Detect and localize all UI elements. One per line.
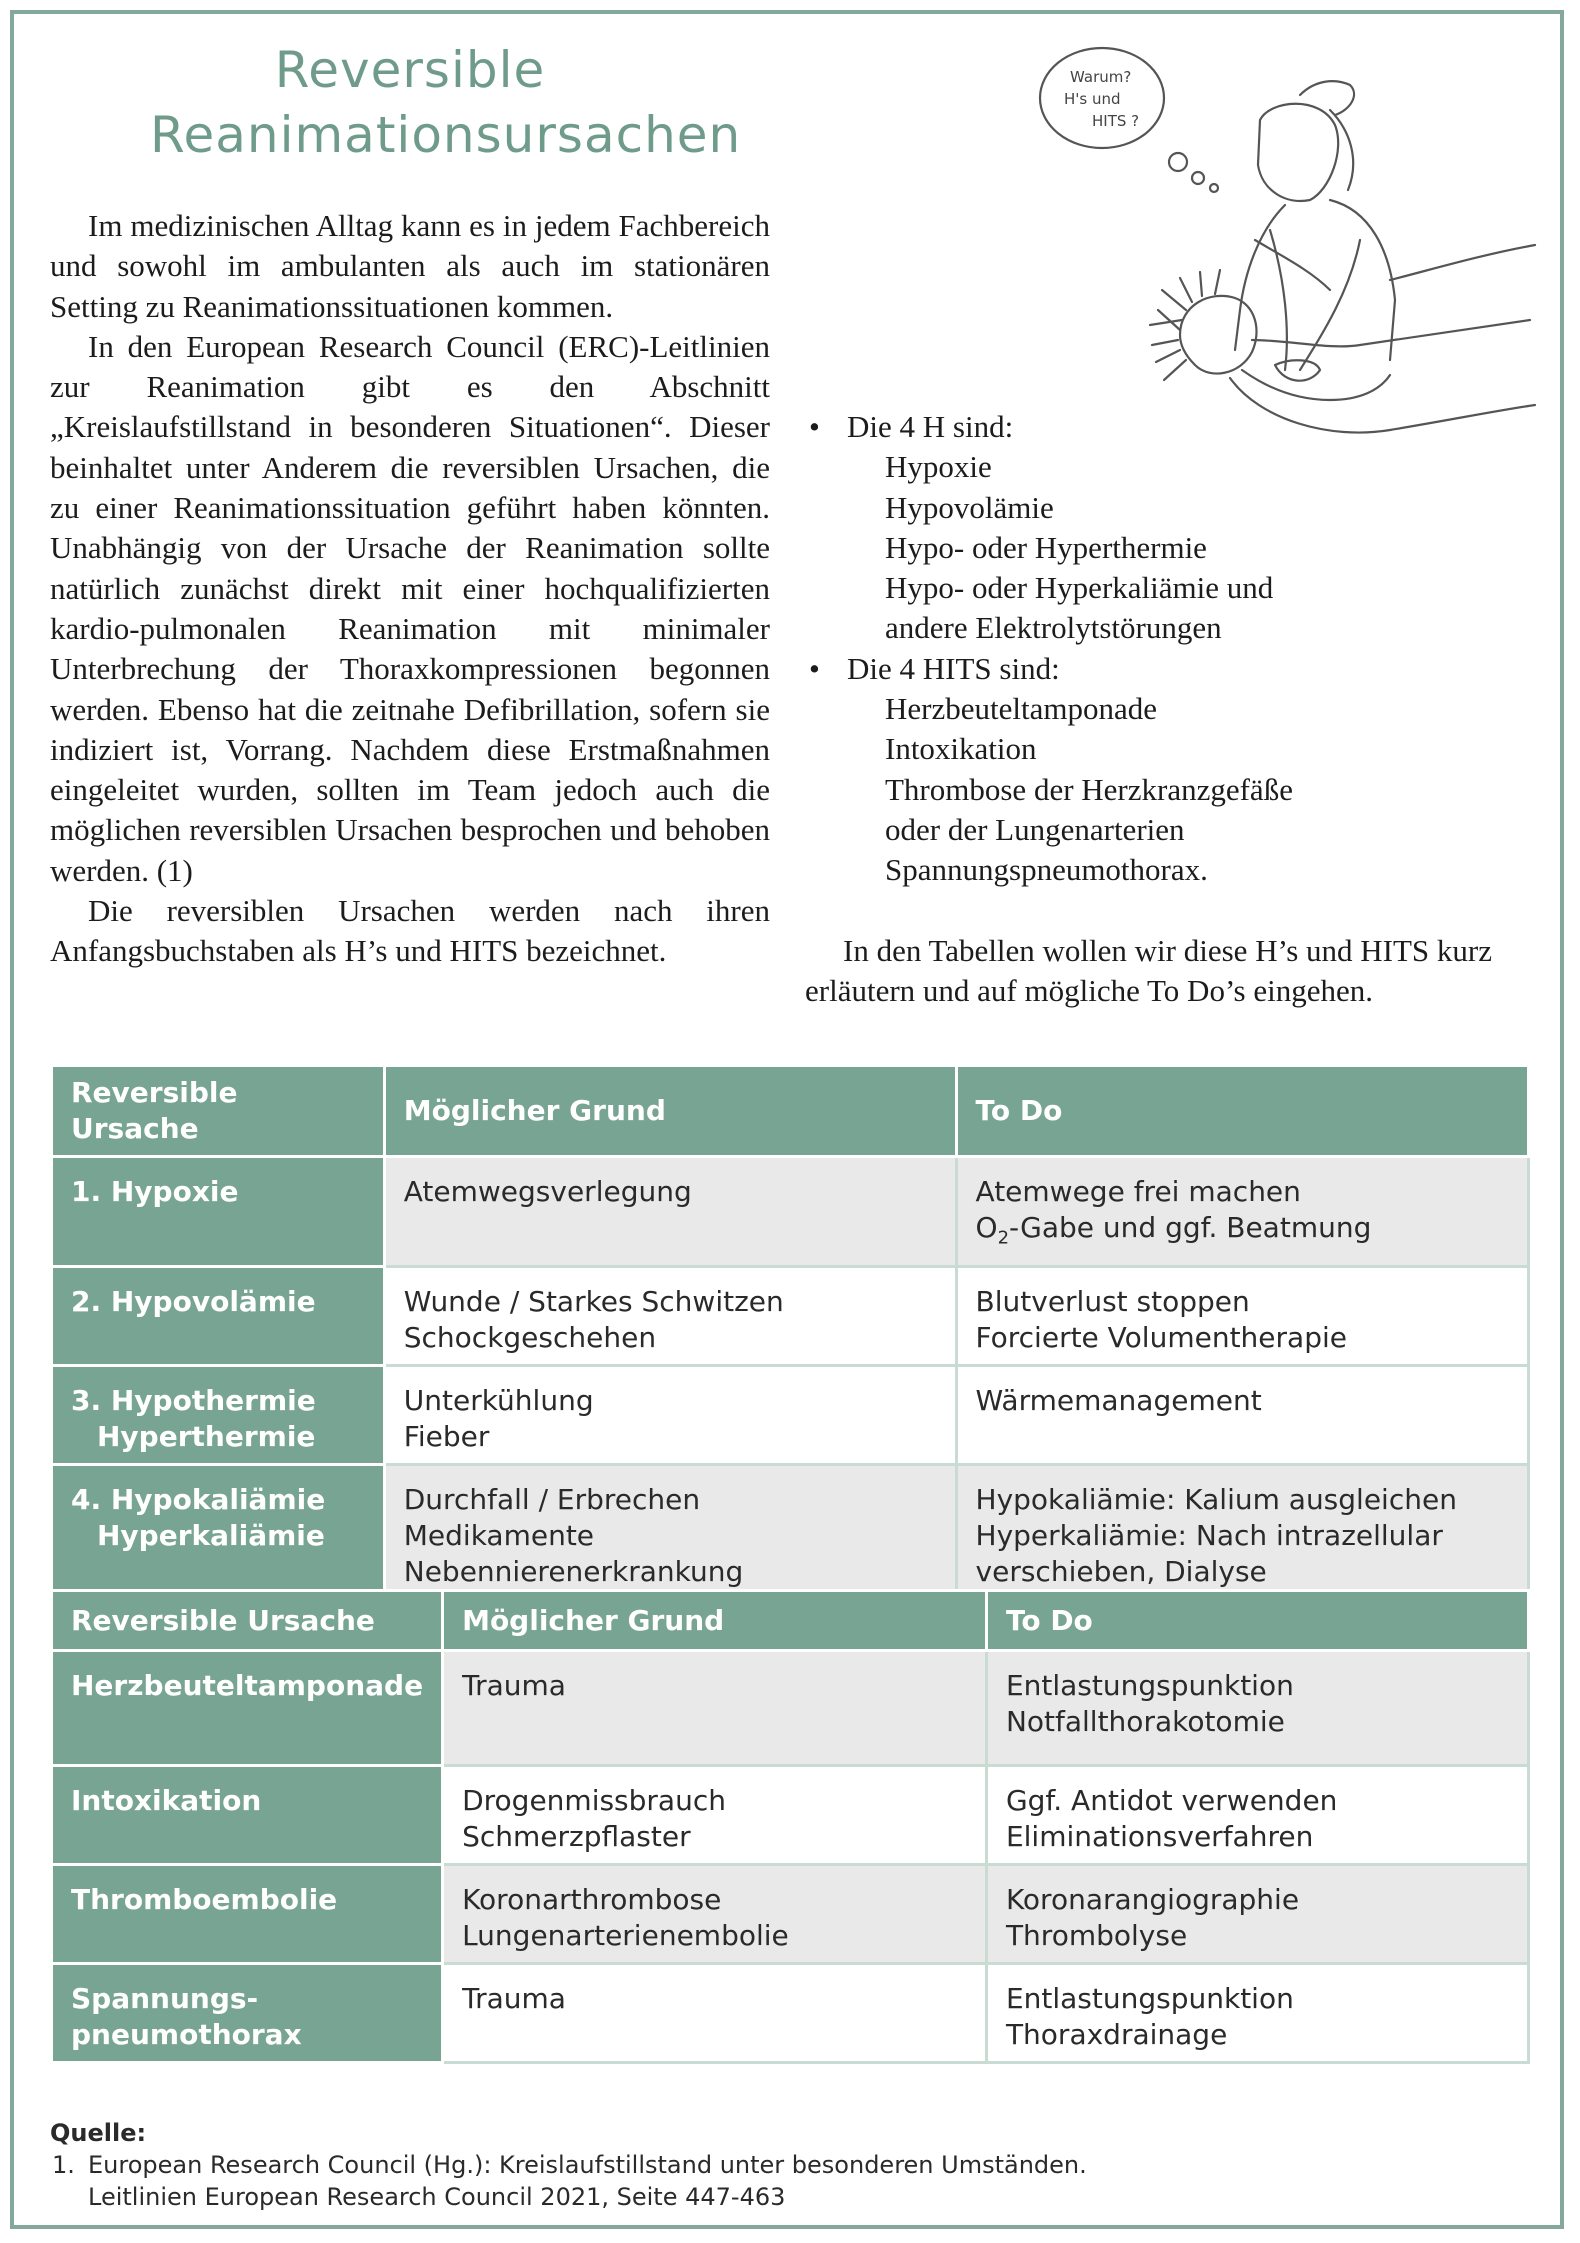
todo-line: Atemwege frei machen <box>975 1175 1301 1208</box>
bubble-text-2: H's und <box>1064 90 1121 108</box>
cause-cell: Intoxikation <box>71 1784 262 1817</box>
intro-paragraph-2: In den European Research Council (ERC)-Leitlinien zur Reanimation gibt es den Abschnitt „Kreislaufstillstand in besonderen Situationen“. Dieser beinhaltet unter Anderem die reversiblen Ursachen, die zu einer Reanimationssituation geführt haben könnten. Unabhängig von der Ursache der Reanimation sollte natürlich zunächst direkt mit einer hochqualifizierten kardio-pulmonalen Reanimation mit minimaler Unterbrechung der Thoraxkompressionen begonnen werden. Ebenso hat die zeitnahe Defibrillation, sofern sie indiziert ist, Vorrang. Nachdem diese Erstmaßnahmen eingeleitet wurden, sollten im Team jedoch auch die möglichen reversiblen Ursachen besprochen und behoben werden. (1) <box>50 328 770 888</box>
cause-cell-line2: Hyperthermie <box>97 1419 316 1453</box>
todo-line: Koronarangiographie <box>1005 1883 1300 1916</box>
intro-paragraph-1: Im medizinischen Alltag kann es in jedem Fachbereich und sowohl im ambulanten als auch im stationären Setting zu Reanimationssituationen kommen. <box>50 208 770 324</box>
source-footer <box>50 2117 1510 2213</box>
cause-cell-line2: Hyperkaliämie <box>97 1518 325 1552</box>
reference-line-1: European Research Council (Hg.): Kreislaufstillstand unter besonderen Umständen. <box>88 2151 1087 2179</box>
reason-line: Nebennierenerkrankung <box>403 1554 744 1588</box>
table-row <box>52 1365 1529 1464</box>
title-line-1: Reversible <box>274 41 546 99</box>
h-heading: • Die 4 H sind: <box>805 407 1535 447</box>
reason-line: Trauma <box>462 1669 566 1702</box>
table-row <box>52 1266 1529 1365</box>
reason-line: Schockgeschehen <box>403 1320 657 1354</box>
todo-line-oxygen: $O_2$-Gabe und ggf. Beatmung <box>975 1211 1372 1249</box>
cause-cell: 2. Hypovolämie <box>71 1284 316 1318</box>
table-row <box>52 1964 1529 2063</box>
hits-item: Intoxikation <box>885 731 1037 767</box>
hits-item: Spannungspneumothorax. <box>885 852 1208 888</box>
h-item: andere Elektrolytstörungen <box>885 610 1222 646</box>
cause-cell: 3. Hypothermie <box>71 1383 316 1417</box>
reference-number: 1. <box>52 2151 75 2179</box>
header-reason: Möglicher Grund <box>384 1066 956 1157</box>
todo-line: Entlastungspunktion <box>1005 1982 1294 2015</box>
todo-line: Eliminationsverfahren <box>1005 1820 1314 1853</box>
reason-line: Atemwegsverlegung <box>403 1175 692 1208</box>
todo-line: Thoraxdrainage <box>1005 2018 1228 2051</box>
todo-line: Blutverlust stoppen <box>975 1284 1250 1318</box>
cause-cell: 1. Hypoxie <box>71 1175 239 1208</box>
todo-line: Hyperkaliämie: Nach intrazellular <box>975 1518 1443 1552</box>
reason-line: Drogenmissbrauch <box>462 1784 726 1817</box>
reason-line: Medikamente <box>403 1518 595 1552</box>
reason-line: Schmerzpflaster <box>462 1820 691 1853</box>
todo-line: Thrombolyse <box>1005 1919 1188 1952</box>
reason-line: Fieber <box>403 1419 490 1453</box>
title-line-2: Reanimationsursachen <box>150 106 742 164</box>
reason-line: Durchfall / Erbrechen <box>403 1482 701 1516</box>
table-hits-causes <box>50 1589 1530 2064</box>
header-cause: Reversible Ursache <box>52 1066 385 1157</box>
todo-line: Notfallthorakotomie <box>1005 1705 1285 1738</box>
h-item: Hypovolämie <box>885 489 1054 525</box>
hits-item: oder der Lungenarterien <box>885 811 1185 847</box>
cause-cell-line2: pneumothorax <box>71 2018 302 2051</box>
hits-item: Thrombose der Herzkranzgefäße <box>885 771 1293 807</box>
intro-paragraph-3: Die reversiblen Ursachen werden nach ihren Anfangsbuchstaben als H’s und HITS bezeichnet. <box>50 893 770 969</box>
reason-line: Trauma <box>462 1982 566 2015</box>
todo-line: Wärmemanagement <box>975 1383 1262 1417</box>
header-cause: Reversible Ursache <box>52 1591 443 1651</box>
bubble-text-1: Warum? <box>1070 68 1132 86</box>
cause-cell: 4. Hypokaliämie <box>71 1482 326 1516</box>
reason-line: Lungenarterienembolie <box>462 1919 789 1952</box>
intro-column <box>50 206 770 972</box>
h-item: Hypoxie <box>885 449 992 485</box>
h-item: Hypo- oder Hyperthermie <box>885 529 1207 565</box>
hits-heading: • Die 4 HITS sind: <box>805 649 1535 689</box>
cause-cell: Herzbeuteltamponade <box>71 1669 424 1702</box>
source-reference <box>50 2149 1510 2213</box>
cause-cell: Spannungs- <box>71 1982 259 2015</box>
todo-line: Forcierte Volumentherapie <box>975 1320 1347 1354</box>
header-reason: Möglicher Grund <box>443 1591 987 1651</box>
todo-line: Entlastungspunktion <box>1005 1669 1294 1702</box>
page-title <box>150 38 742 168</box>
header-todo: To Do <box>986 1591 1528 1651</box>
table-row <box>52 1464 1529 1599</box>
source-heading: Quelle: <box>50 2119 147 2147</box>
table-row <box>52 1651 1529 1766</box>
hits-item: Herzbeuteltamponade <box>885 691 1157 727</box>
causes-list <box>805 407 1535 891</box>
reason-line: Wunde / Starkes Schwitzen <box>403 1284 784 1318</box>
todo-line: verschieben, Dialyse <box>975 1554 1267 1588</box>
todo-line: Ggf. Antidot verwenden <box>1005 1784 1338 1817</box>
causes-list-column <box>805 407 1535 1011</box>
table-row <box>52 1865 1529 1964</box>
h-item: Hypo- oder Hyperkaliämie und <box>885 570 1274 606</box>
cause-cell: Thromboembolie <box>71 1883 338 1916</box>
closing-paragraph: In den Tabellen wollen wir diese H’s und HITS kurz erläutern und auf mögliche To Do’s eingehen. <box>805 932 1492 1008</box>
todo-line: Hypokaliämie: Kalium ausgleichen <box>975 1482 1457 1516</box>
bubble-text-3: HITS ? <box>1092 112 1140 130</box>
reason-line: Unterkühlung <box>403 1383 594 1417</box>
reference-line-2: Leitlinien European Research Council 2021, Seite 447-463 <box>88 2183 786 2211</box>
reason-line: Koronarthrombose <box>462 1883 722 1916</box>
table-h-causes <box>50 1064 1530 1601</box>
table-row <box>52 1766 1529 1865</box>
header-todo: To Do <box>956 1066 1528 1157</box>
table-row <box>52 1157 1529 1267</box>
